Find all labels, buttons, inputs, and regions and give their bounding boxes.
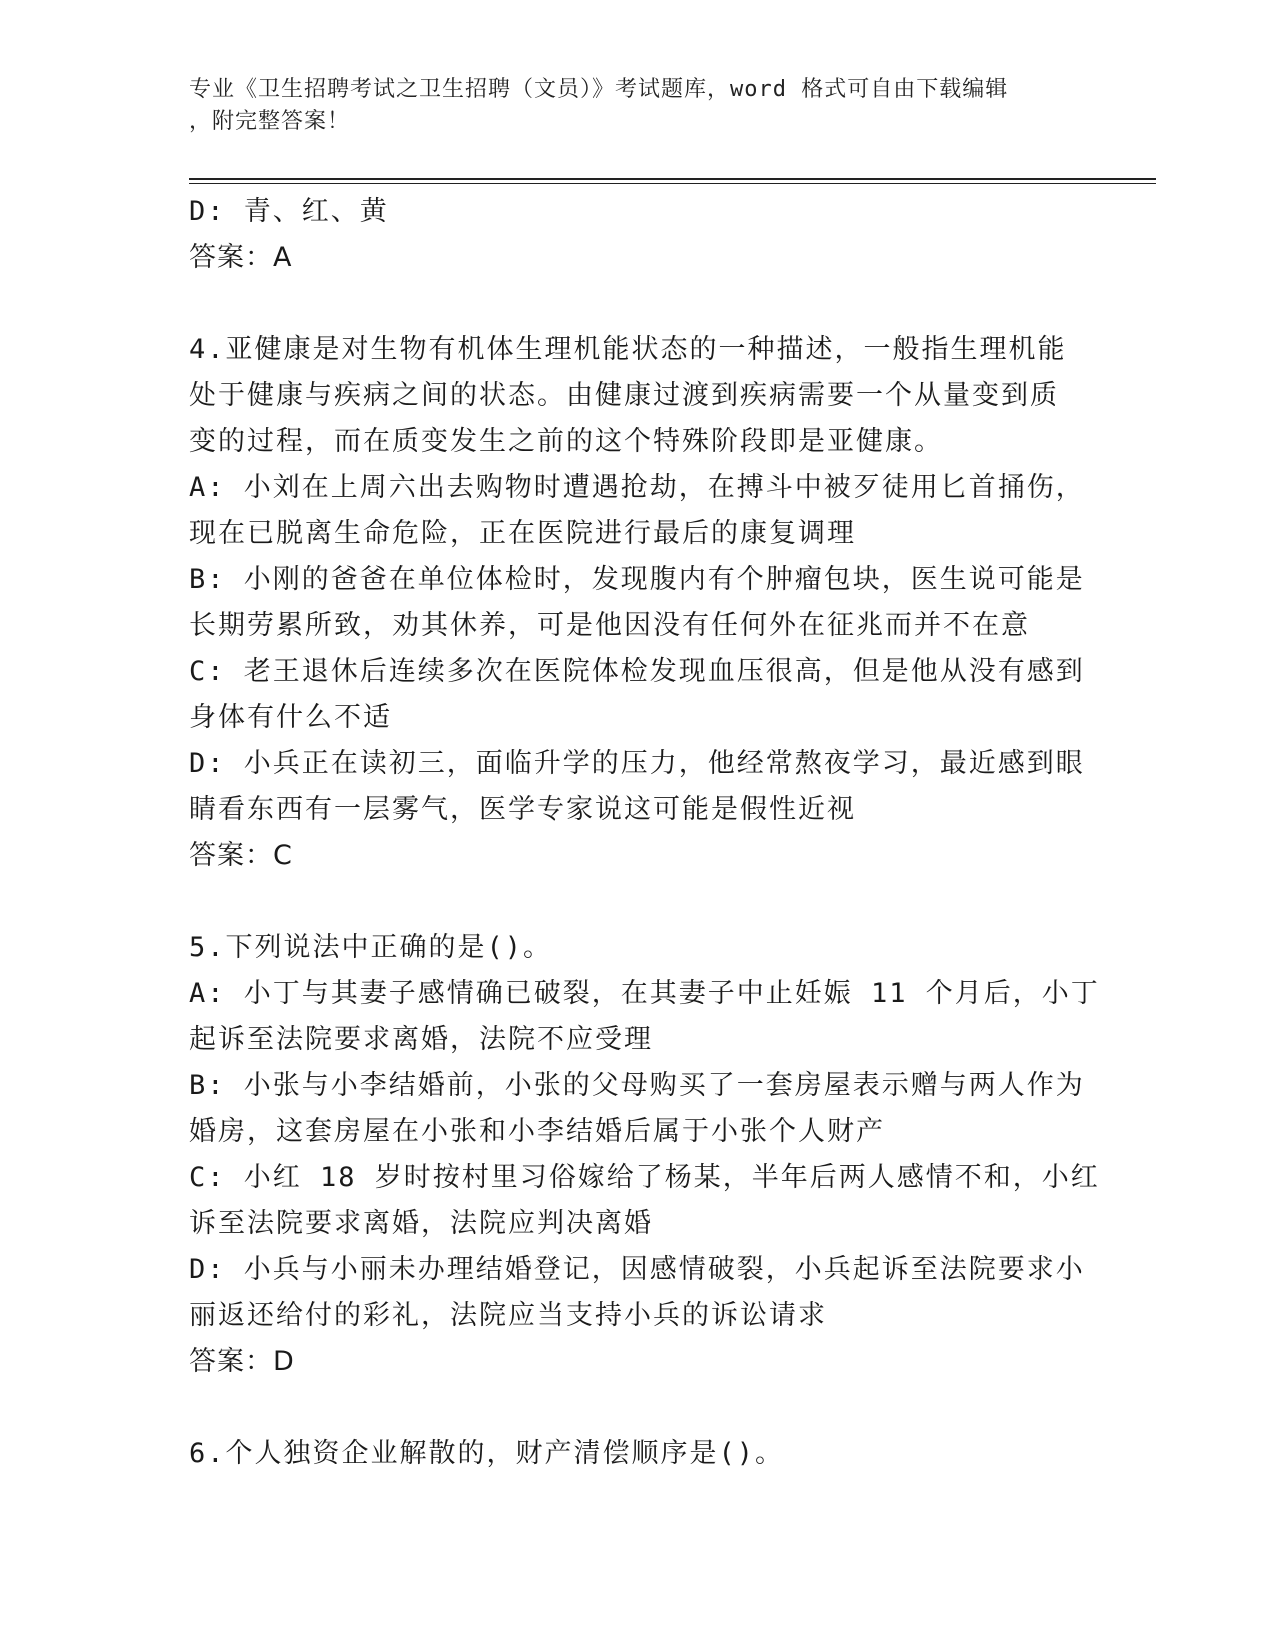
option-b-cont: 长期劳累所致，劝其休养，可是他因没有任何外在征兆而并不在意 (189, 610, 1030, 641)
question-3-tail (189, 189, 1089, 281)
header-rule-thin (189, 183, 1156, 184)
answer: 答案：A (189, 242, 293, 273)
option-c-cont: 身体有什么不适 (189, 702, 392, 733)
header-line-2: ，附完整答案！ (189, 109, 351, 134)
spacer (189, 281, 1089, 327)
spacer (189, 879, 1089, 925)
option-d: D: 小兵与小丽未办理结婚登记，因感情破裂，小兵起诉至法院要求小 (189, 1254, 1085, 1285)
option-d: D: 青、红、黄 (189, 196, 389, 227)
option-c-cont: 诉至法院要求离婚，法院应判决离婚 (189, 1208, 653, 1239)
option-a-cont: 起诉至法院要求离婚，法院不应受理 (189, 1024, 653, 1055)
option-d: D: 小兵正在读初三，面临升学的压力，他经常熬夜学习，最近感到眼 (189, 748, 1085, 779)
question-6 (189, 1431, 1089, 1477)
document-header (189, 74, 1089, 138)
option-d-cont: 睛看东西有一层雾气，医学专家说这可能是假性近视 (189, 794, 856, 825)
spacer (189, 1385, 1089, 1431)
header-rule-thick (189, 178, 1156, 180)
question-stem-line: 变的过程，而在质变发生之前的这个特殊阶段即是亚健康。 (189, 426, 943, 457)
answer: 答案：D (189, 1346, 295, 1377)
option-c: C: 小红 18 岁时按村里习俗嫁给了杨某，半年后两人感情不和，小红 (189, 1162, 1100, 1193)
question-stem-line: 处于健康与疾病之间的状态。由健康过渡到疾病需要一个从量变到质 (189, 380, 1059, 411)
question-stem: 5.下列说法中正确的是()。 (189, 932, 553, 963)
question-5 (189, 925, 1100, 1385)
option-a: A: 小丁与其妻子感情确已破裂，在其妻子中止妊娠 11 个月后，小丁 (189, 978, 1100, 1009)
option-c: C: 老王退休后连续多次在医院体检发现血压很高，但是他从没有感到 (189, 656, 1085, 687)
option-b-cont: 婚房，这套房屋在小张和小李结婚后属于小张个人财产 (189, 1116, 885, 1147)
question-4 (189, 327, 1089, 879)
question-stem-line: 4.亚健康是对生物有机体生理机能状态的一种描述，一般指生理机能 (189, 334, 1067, 365)
option-b: B: 小刚的爸爸在单位体检时，发现腹内有个肿瘤包块，医生说可能是 (189, 564, 1085, 595)
option-a: A: 小刘在上周六出去购物时遭遇抢劫，在搏斗中被歹徒用匕首捅伤， (189, 472, 1085, 503)
header-line-1: 专业《卫生招聘考试之卫生招聘（文员）》考试题库，word 格式可自由下载编辑 (189, 77, 1009, 102)
option-a-cont: 现在已脱离生命危险，正在医院进行最后的康复调理 (189, 518, 856, 549)
answer: 答案：C (189, 840, 293, 871)
option-b: B: 小张与小李结婚前，小张的父母购买了一套房屋表示赠与两人作为 (189, 1070, 1085, 1101)
option-d-cont: 丽返还给付的彩礼，法院应当支持小兵的诉讼请求 (189, 1300, 827, 1331)
question-stem: 6.个人独资企业解散的，财产清偿顺序是()。 (189, 1438, 785, 1469)
question-content (189, 189, 1100, 1477)
